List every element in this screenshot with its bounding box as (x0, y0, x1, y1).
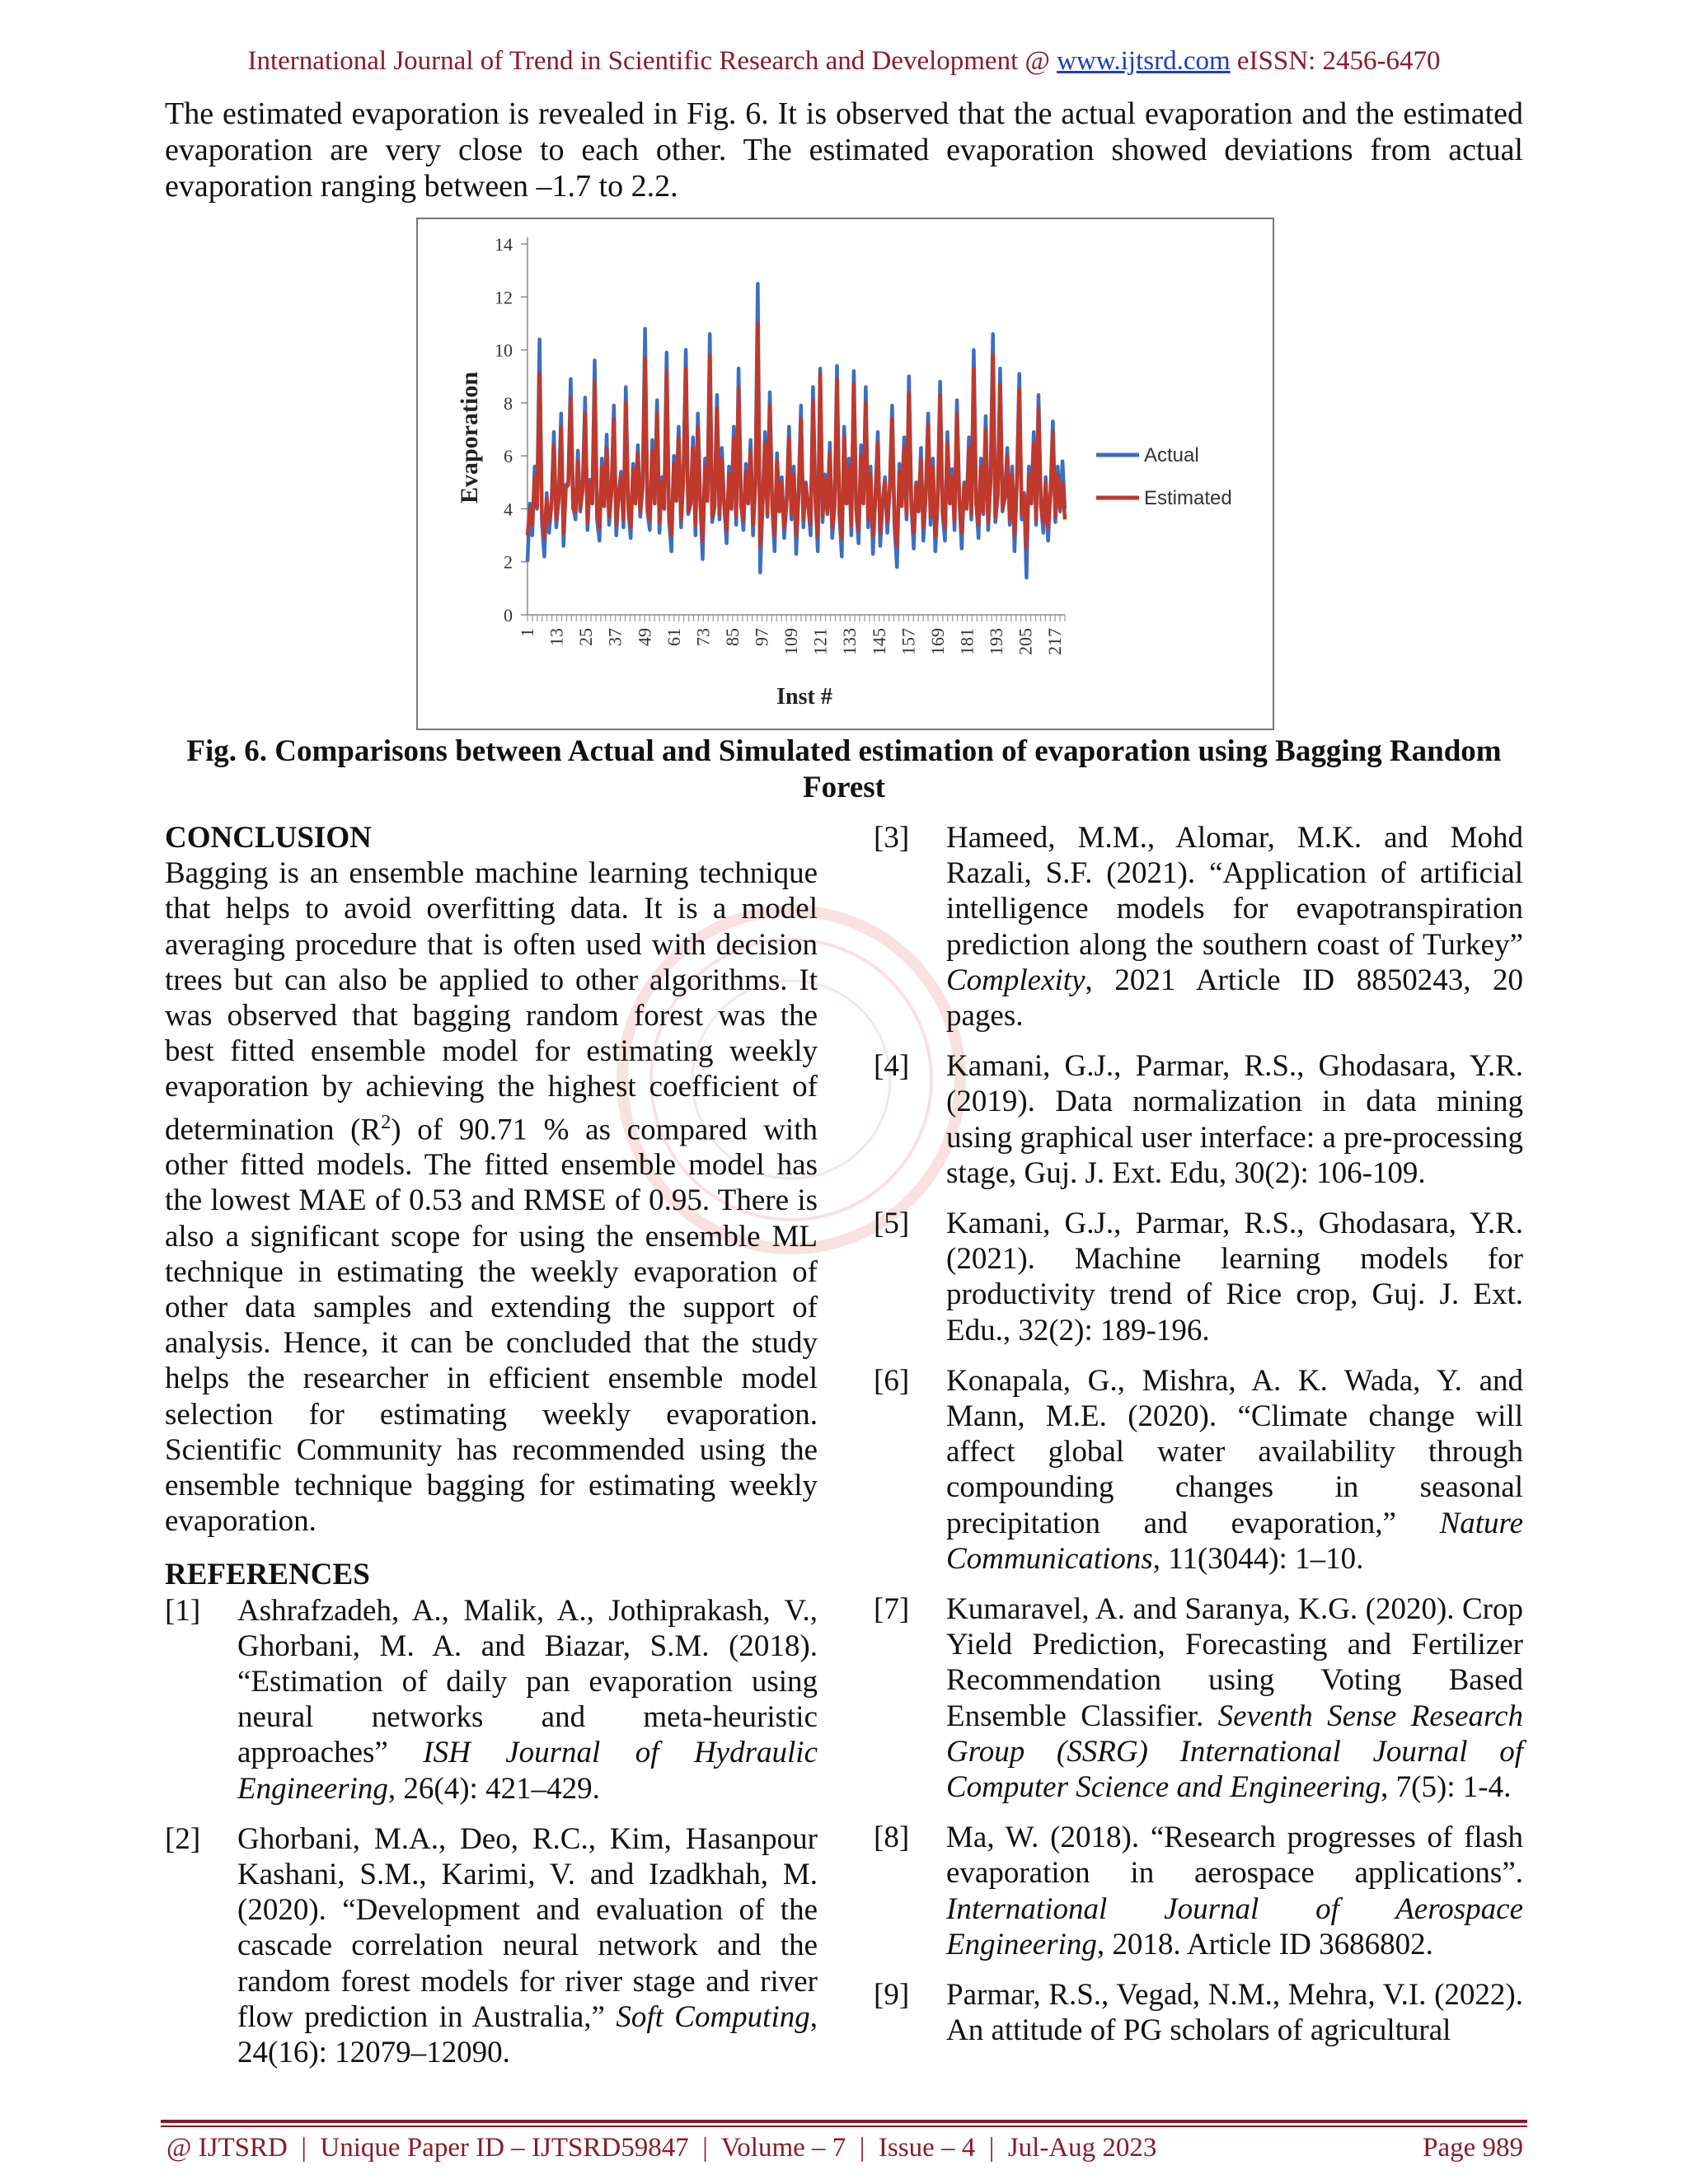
reference-text-tail: , 11(3044): 1–10. (1152, 1541, 1364, 1576)
legend-label: Estimated (1144, 487, 1232, 509)
x-tick-label: 205 (1015, 628, 1036, 655)
running-header (0, 46, 1688, 77)
journal-issn: eISSN: 2456-6470 (1230, 46, 1441, 76)
x-tick-label: 61 (663, 628, 684, 646)
y-tick-label: 10 (495, 340, 513, 361)
reference-item (874, 1977, 1523, 2048)
reference-text (946, 820, 1523, 1033)
y-axis-title: Evaporation (456, 371, 483, 504)
reference-text (946, 1591, 1523, 1805)
reference-text-tail: , 2021 Article ID 8850243, 20 pages. (946, 963, 1523, 1033)
reference-text-main: Kamani, G.J., Parmar, R.S., Ghodasara, Y.R. (2019). Data normalization in data mining using graphical user interface: a pre-processing stage, Guj. J. Ext. Edu, 30(2): 106-109. (946, 1049, 1523, 1190)
footer-rule-thick (161, 2120, 1527, 2123)
reference-number: [1] (165, 1593, 201, 1628)
right-column (874, 820, 1523, 2064)
reference-item (874, 1591, 1523, 1805)
reference-text (237, 1821, 818, 2070)
x-tick-label: 193 (986, 628, 1007, 655)
x-tick-label: 97 (751, 628, 772, 646)
reference-text (946, 1820, 1523, 1962)
reference-source-title: Nature Communications (946, 1506, 1523, 1576)
x-tick-label: 169 (926, 628, 948, 655)
conclusion-text-1: Bagging is an ensemble machine learning technique that helps to avoid overfitting data. It is a model averaging procedure that is often used with decision trees but can also be applied to other algorithms. It was observed that bagging random forest was the best fitted ensemble model for estimating weekly evaporation by achieving the highest coefficient of determination (R (165, 856, 818, 1146)
r-squared-superscript: 2 (381, 1111, 392, 1133)
x-tick-label: 73 (692, 628, 714, 646)
y-tick-label: 2 (504, 551, 513, 573)
y-tick-label: 12 (495, 287, 513, 308)
reference-text (946, 1977, 1523, 2048)
reference-text-main: Ma, W. (2018). “Research progresses of flash evaporation in aerospace applications”. (946, 1821, 1523, 1891)
conclusion-heading: CONCLUSION (165, 821, 372, 855)
reference-source-title: Complexity (946, 963, 1085, 997)
reference-text-main: Konapala, G., Mishra, A. K. Wada, Y. and Mann, M.E. (2020). “Climate change will affect global water availability through compounding changes in seasonal precipitation and evaporation,” (946, 1363, 1523, 1540)
reference-text-main: Hameed, M.M., Alomar, M.K. and Mohd Razali, S.F. (2021). “Application of artificial intelligence models for evapotranspiration prediction along the southern coast of Turkey” (946, 821, 1523, 962)
reference-source-title: Seventh Sense Research Group (SSRG) International Journal of Computer Science and Engineering (946, 1699, 1523, 1805)
references-heading: REFERENCES (165, 1558, 370, 1592)
footer-rule-thin (161, 2125, 1527, 2127)
reference-source-title: International Journal of Aerospace Engineering (946, 1891, 1523, 1961)
x-tick-label: 1 (517, 628, 537, 637)
reference-text (946, 1048, 1523, 1191)
x-tick-label: 13 (546, 628, 567, 646)
y-tick-label: 6 (504, 446, 513, 467)
legend-label: Actual (1144, 444, 1199, 466)
reference-item (165, 1593, 818, 1807)
journal-name: International Journal of Trend in Scientific Research and Development @ (247, 46, 1057, 76)
figure-caption: Fig. 6. Comparisons between Actual and Simulated estimation of evaporation using Bagging Random Forest (186, 734, 1502, 804)
running-footer (166, 2133, 1523, 2163)
left-column (165, 820, 818, 2085)
reference-text (946, 1206, 1523, 1348)
y-tick-label: 0 (504, 605, 513, 626)
right-reference-list (874, 820, 1523, 2049)
y-tick-label: 8 (504, 392, 513, 414)
x-tick-label: 181 (956, 628, 978, 655)
y-tick-label: 14 (495, 234, 513, 255)
reference-item (874, 1820, 1523, 1962)
reference-number: [7] (874, 1592, 910, 1627)
reference-item (874, 1206, 1523, 1348)
x-tick-label: 157 (898, 628, 919, 655)
x-tick-label: 109 (781, 628, 802, 655)
reference-text-tail: , 2018. Article ID 3686802. (1096, 1927, 1433, 1961)
reference-text-tail: , 24(16): 12079–12090. (237, 1999, 818, 2070)
x-tick-label: 49 (634, 628, 655, 646)
reference-item (874, 1048, 1523, 1191)
reference-number: [8] (874, 1821, 910, 1855)
x-tick-label: 217 (1044, 628, 1066, 655)
reference-text-main: Parmar, R.S., Vegad, N.M., Mehra, V.I. (2022). An attitude of PG scholars of agricultural (946, 1978, 1523, 2048)
journal-url-link[interactable]: www.ijtsrd.com (1057, 46, 1231, 76)
reference-text-main: Ashrafzadeh, A., Malik, A., Jothiprakash, V., Ghorbani, M. A. and Biazar, S.M. (2018). “Estimation of daily pan evaporation using neural networks and meta-heuristic approaches” (237, 1593, 818, 1770)
chart-svg (418, 219, 1276, 732)
reference-item (874, 820, 1523, 1033)
x-tick-label: 145 (868, 628, 889, 655)
footer-paper-info: @ IJTSRD | Unique Paper ID – IJTSRD59847 | Volume – 7 | Issue – 4 | Jul-Aug 2023 (166, 2133, 1157, 2163)
conclusion-paragraph (165, 855, 818, 1539)
reference-number: [6] (874, 1363, 910, 1398)
x-tick-label: 121 (809, 628, 831, 655)
conclusion-text-2: ) of 90.71 % as compared with other fitted models. The fitted ensemble model has the lowest MAE of 0.53 and RMSE of 0.95. There is also a significant scope for using the ensemble ML technique in estimating the weekly evaporation of other data samples and extending the support of analysis. Hence, it can be concluded that the study helps the researcher in efficient ensemble model selection for estimating weekly evaporation. Scientific Community has recommended using the ensemble technique bagging for estimating weekly evaporation. (165, 1112, 818, 1539)
y-tick-label: 4 (504, 499, 513, 520)
reference-text-main: Kamani, G.J., Parmar, R.S., Ghodasara, Y.R. (2021). Machine learning models for productivity trend of Rice crop, Guj. J. Ext. Edu., 32(2): 189-196. (946, 1207, 1523, 1347)
reference-item (165, 1821, 818, 2070)
x-tick-label: 85 (721, 628, 743, 646)
x-tick-label: 133 (839, 628, 860, 655)
x-tick-label: 37 (604, 628, 626, 646)
reference-text-tail: , 7(5): 1-4. (1381, 1770, 1512, 1805)
x-axis-title: Inst # (776, 684, 832, 710)
reference-text (237, 1593, 818, 1807)
left-reference-list (165, 1593, 818, 2071)
reference-text-tail: , 26(4): 421–429. (387, 1771, 600, 1806)
reference-source-title: Soft Computing (616, 1999, 810, 2034)
intro-paragraph: The estimated evaporation is revealed in Fig. 6. It is observed that the actual evaporation and the estimated evaporation are very close to each other. The estimated evaporation showed deviations from actual evaporation ranging between –1.7 to 2.2. (165, 96, 1523, 204)
reference-item (874, 1363, 1523, 1577)
reference-text-main: Ghorbani, M.A., Deo, R.C., Kim, Hasanpour Kashani, S.M., Karimi, V. and Izadkhah, M. (2020). “Development and evaluation of the cascade correlation neural network and the random forest models for river stage and river flow prediction in Australia,” (237, 1821, 818, 2034)
reference-text-main: Kumaravel, A. and Saranya, K.G. (2020). Crop Yield Prediction, Forecasting and Fertilizer Recommendation using Voting Based Ensemble Classifier. (946, 1592, 1523, 1733)
reference-number: [5] (874, 1207, 910, 1241)
reference-number: [9] (874, 1978, 910, 2013)
reference-number: [4] (874, 1049, 910, 1084)
x-tick-label: 25 (575, 628, 597, 646)
reference-source-title: ISH Journal of Hydraulic Engineering (237, 1736, 818, 1806)
reference-number: [3] (874, 821, 910, 855)
figure-6-chart (416, 218, 1274, 730)
reference-number: [2] (165, 1821, 201, 1856)
footer-page-number: Page 989 (1423, 2133, 1523, 2163)
reference-text (946, 1363, 1523, 1577)
